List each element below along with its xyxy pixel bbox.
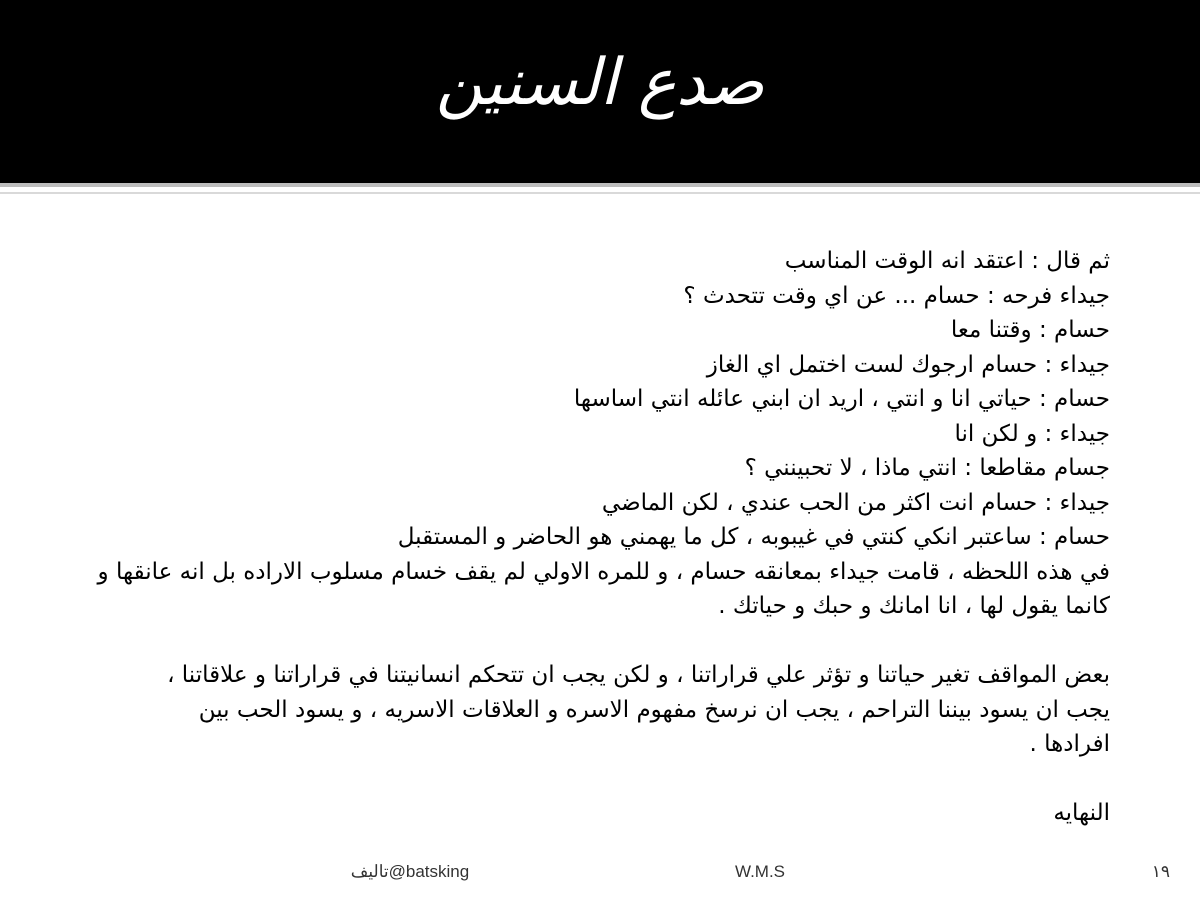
title-bar — [0, 0, 1200, 187]
text-line: يجب ان يسود بيننا التراحم ، يجب ان نرسخ مفهوم الاسره و العلاقات الاسريه ، و يسود الحب بين — [198, 696, 1110, 723]
text-line: جسام مقاطعا : انتي ماذا ، لا تحبينني ؟ — [744, 455, 1110, 481]
text-line: جيداء : حسام ارجوك لست اختمل اي الغاز — [706, 351, 1110, 378]
paragraph-spacer — [60, 624, 1110, 659]
text-line: حسام : ساعتبر انكي كنتي في غيبوبه ، كل ما يهمني هو الحاضر و المستقبل — [397, 524, 1110, 550]
footer-author: تاليف@batsking — [350, 862, 470, 881]
slide-body — [60, 244, 1110, 831]
paragraph-moral — [60, 658, 1110, 762]
slide-title: صدع السنين — [435, 46, 765, 120]
text-line: ثم قال : اعتقد انه الوقت المناسب — [784, 248, 1110, 274]
paragraph-dialogue — [60, 244, 1110, 624]
text-line: جيداء : حسام انت اكثر من الحب عندي ، لكن الماضي — [601, 489, 1110, 516]
title-divider — [0, 192, 1200, 194]
paragraph-ending — [60, 796, 1110, 831]
text-line: كانما يقول لها ، انا امانك و حبك و حياتك . — [718, 593, 1110, 619]
text-line: في هذه اللحظه ، قامت جيداء بمعانقه حسام ، و للمره الاولي لم يقف خسام مسلوب الاراده بل انه عانقها و — [97, 558, 1110, 585]
text-line: حسام : حياتي انا و انتي ، اريد ان ابني عائله انتي اساسها — [573, 386, 1110, 412]
text-line: بعض المواقف تغير حياتنا و تؤثر علي قراراتنا ، و لكن يجب ان تتحكم انسانيتنا في قراراتنا و علاقاتنا ، — [167, 662, 1110, 688]
text-line: افرادها . — [1029, 731, 1110, 757]
paragraph-spacer — [60, 762, 1110, 797]
text-line: جيداء : و لكن انا — [954, 420, 1110, 447]
text-line: جيداء فرحه : حسام ... عن اي وقت تتحدث ؟ — [683, 282, 1110, 309]
text-line: حسام : وقتنا معا — [950, 317, 1110, 343]
footer-center-text: W.M.S — [734, 862, 786, 881]
text-line: النهايه — [1053, 800, 1110, 826]
page-number: ١٩ — [1151, 862, 1170, 881]
